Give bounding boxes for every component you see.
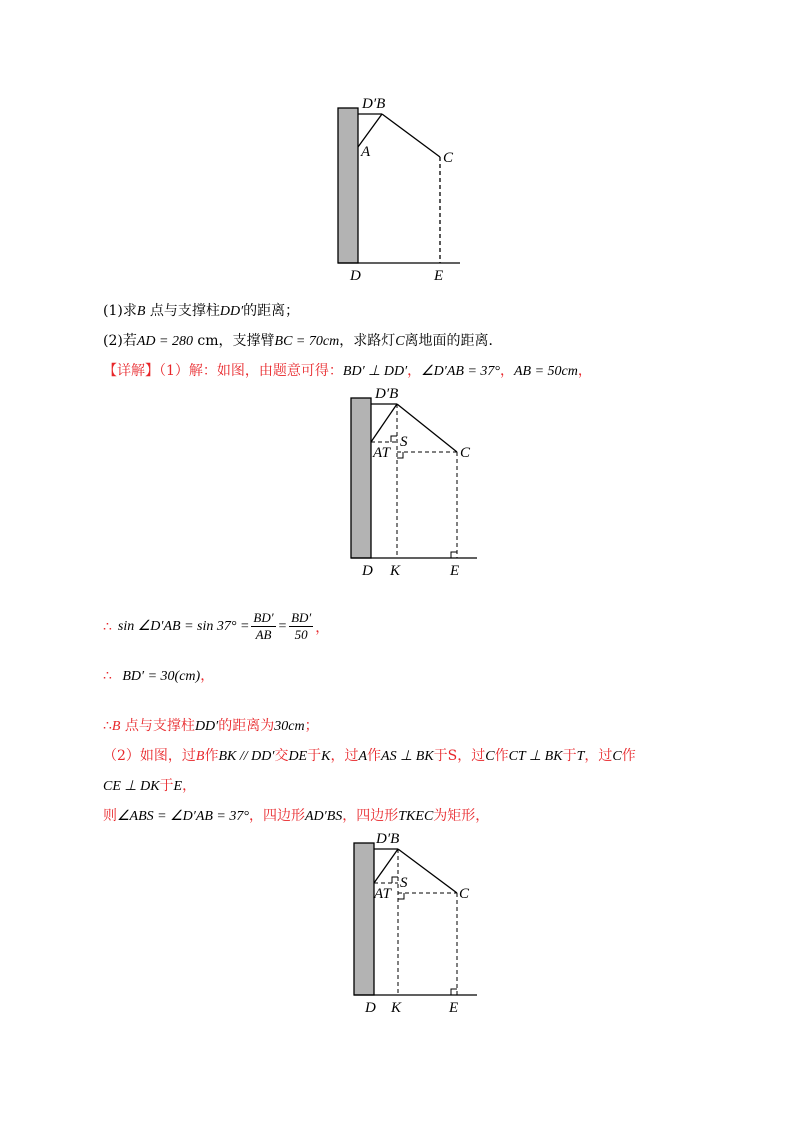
p2-text: 作 — [204, 748, 219, 764]
q1-b: B — [136, 304, 146, 319]
p2-text: ，过 — [330, 748, 359, 764]
p3-text: 则 — [103, 808, 117, 824]
figure-3 — [345, 825, 490, 1029]
part3-line — [103, 805, 489, 825]
q2-ad: AD = 280 — [136, 334, 193, 349]
sep: ， — [315, 619, 330, 636]
label-d: D — [365, 1000, 376, 1016]
fraction-1-num: BD′ — [253, 610, 274, 625]
label-s: S — [400, 875, 408, 891]
cond-ab: AB = 50cm — [514, 364, 578, 379]
segment-a-b — [358, 114, 382, 147]
conclusion-1 — [103, 715, 319, 735]
equals: = — [277, 618, 288, 634]
c1-val: 30cm — [274, 719, 305, 734]
p3-angle: ∠ABS = ∠D′AB = 37° — [117, 809, 249, 824]
right-angle-t — [398, 893, 404, 899]
p2-text: 交 — [274, 748, 289, 764]
q2-c: C — [395, 334, 405, 349]
q1-text-2: 点与支撑柱 — [145, 303, 220, 319]
label-d: D — [350, 268, 361, 284]
label-db: D′B — [376, 831, 400, 847]
p2-s: S — [447, 748, 458, 764]
question-1 — [103, 300, 299, 320]
label-k: K — [391, 1000, 402, 1016]
fraction-1 — [251, 610, 275, 643]
label-c: C — [443, 150, 454, 166]
p2-as: AS ⊥ BK — [381, 749, 434, 764]
question-2 — [103, 330, 503, 350]
sin-lhs: sin ∠D′AB = sin 37° = — [117, 619, 250, 634]
label-db: D′B — [375, 386, 399, 402]
p2-text: 作 — [494, 748, 509, 764]
right-angle-t — [397, 452, 403, 458]
cond-angle: ∠D′AB = 37° — [421, 364, 500, 379]
figure-2-svg — [342, 380, 487, 580]
q2-bc: BC = 70cm — [274, 334, 340, 349]
solution-intro — [103, 360, 592, 380]
right-angle-s — [391, 436, 397, 442]
c1-therefore: ∴ — [103, 718, 112, 734]
q1-dd: DD′ — [219, 304, 244, 319]
figure-1 — [330, 90, 470, 285]
fraction-2-den: 50 — [294, 627, 308, 642]
p3-quad-1: AD′BS — [304, 809, 343, 824]
p2-text: 于 — [433, 748, 448, 764]
bd-result — [103, 665, 214, 685]
p2-text: 于 — [307, 748, 322, 764]
p2-b: B — [195, 749, 205, 764]
p2-ct: CT ⊥ BK — [508, 749, 563, 764]
label-k: K — [390, 563, 401, 579]
fraction-2-num: BD′ — [291, 610, 312, 625]
pillar — [338, 108, 358, 263]
p2-text: 作 — [367, 748, 382, 764]
p3-text: 为矩形， — [433, 808, 490, 824]
sep: ， — [407, 363, 422, 379]
label-e: E — [450, 563, 460, 579]
p2-text: ，过 — [584, 748, 613, 764]
segment-a-b — [374, 849, 398, 883]
solution-heading: 【详解】 — [103, 363, 159, 379]
label-d: D — [362, 563, 373, 579]
c1-b: B — [111, 719, 121, 734]
p2-k: K — [321, 749, 331, 764]
p3-text: ，四边形 — [248, 808, 305, 824]
part2-line-2 — [103, 775, 196, 795]
q2-text-3: ，求路灯 — [339, 333, 396, 349]
p2-de: DE — [288, 749, 308, 764]
segment-b-c — [382, 114, 440, 157]
q2-text-2: cm，支撑臂 — [192, 333, 275, 349]
right-angle-e — [451, 552, 457, 558]
p2-text: （2）如图，过 — [103, 748, 196, 764]
q2-text-4: 离地面的距离． — [404, 333, 503, 349]
p3-quad-2: TKEC — [398, 809, 434, 824]
sep: ， — [500, 363, 514, 379]
p2-c2: C — [612, 749, 622, 764]
q1-text: (1)求 — [103, 303, 137, 319]
label-e: E — [434, 268, 444, 284]
sep: ， — [200, 668, 215, 684]
p2-text: ， — [182, 778, 197, 794]
c1-end: ； — [304, 718, 319, 734]
p2-text: 于 — [562, 748, 577, 764]
p2-bk: BK // DD′ — [218, 749, 275, 764]
pillar — [354, 843, 374, 995]
label-s: S — [400, 434, 408, 450]
c1-text: 点与支撑柱 — [120, 718, 195, 734]
label-at: AT — [373, 445, 390, 461]
p2-a: A — [358, 749, 368, 764]
fraction-1-den: AB — [255, 627, 272, 642]
c1-dd: DD′ — [194, 719, 219, 734]
c1-text-2: 的距离为 — [218, 718, 275, 734]
sin-equation — [103, 610, 329, 643]
figure-2 — [342, 380, 487, 584]
therefore-2: ∴ — [103, 668, 112, 684]
sep: ， — [577, 363, 592, 379]
figure-1-svg — [330, 90, 470, 285]
part2-line-1 — [103, 745, 636, 765]
right-angle-e — [451, 989, 457, 995]
cond-perp: BD′ ⊥ DD′ — [342, 364, 408, 379]
label-a: A — [361, 144, 371, 160]
p2-c: C — [485, 749, 495, 764]
q2-text: (2)若 — [103, 333, 137, 349]
p2-text: 于 — [159, 778, 174, 794]
q1-text-3: 的距离； — [243, 303, 300, 319]
bd-eq: BD′ = 30(cm) — [122, 669, 201, 684]
label-c: C — [459, 886, 470, 902]
figure-3-svg — [345, 825, 490, 1025]
p2-ce: CE ⊥ DK — [103, 779, 160, 794]
fraction-2 — [289, 610, 313, 643]
p3-text: ，四边形 — [342, 808, 399, 824]
p2-t: T — [576, 749, 585, 764]
label-db: D′B — [362, 96, 386, 112]
therefore-1: ∴ — [103, 618, 112, 635]
p2-text: ，过 — [457, 748, 486, 764]
label-at: AT — [374, 886, 391, 902]
label-c: C — [460, 445, 471, 461]
label-e: E — [449, 1000, 459, 1016]
right-angle-s — [392, 877, 398, 883]
pillar — [351, 398, 371, 558]
p2-e: E — [173, 779, 183, 794]
solution-intro-text: （1）解：如图，由题意可得： — [159, 363, 343, 379]
p2-text: 作 — [621, 748, 636, 764]
